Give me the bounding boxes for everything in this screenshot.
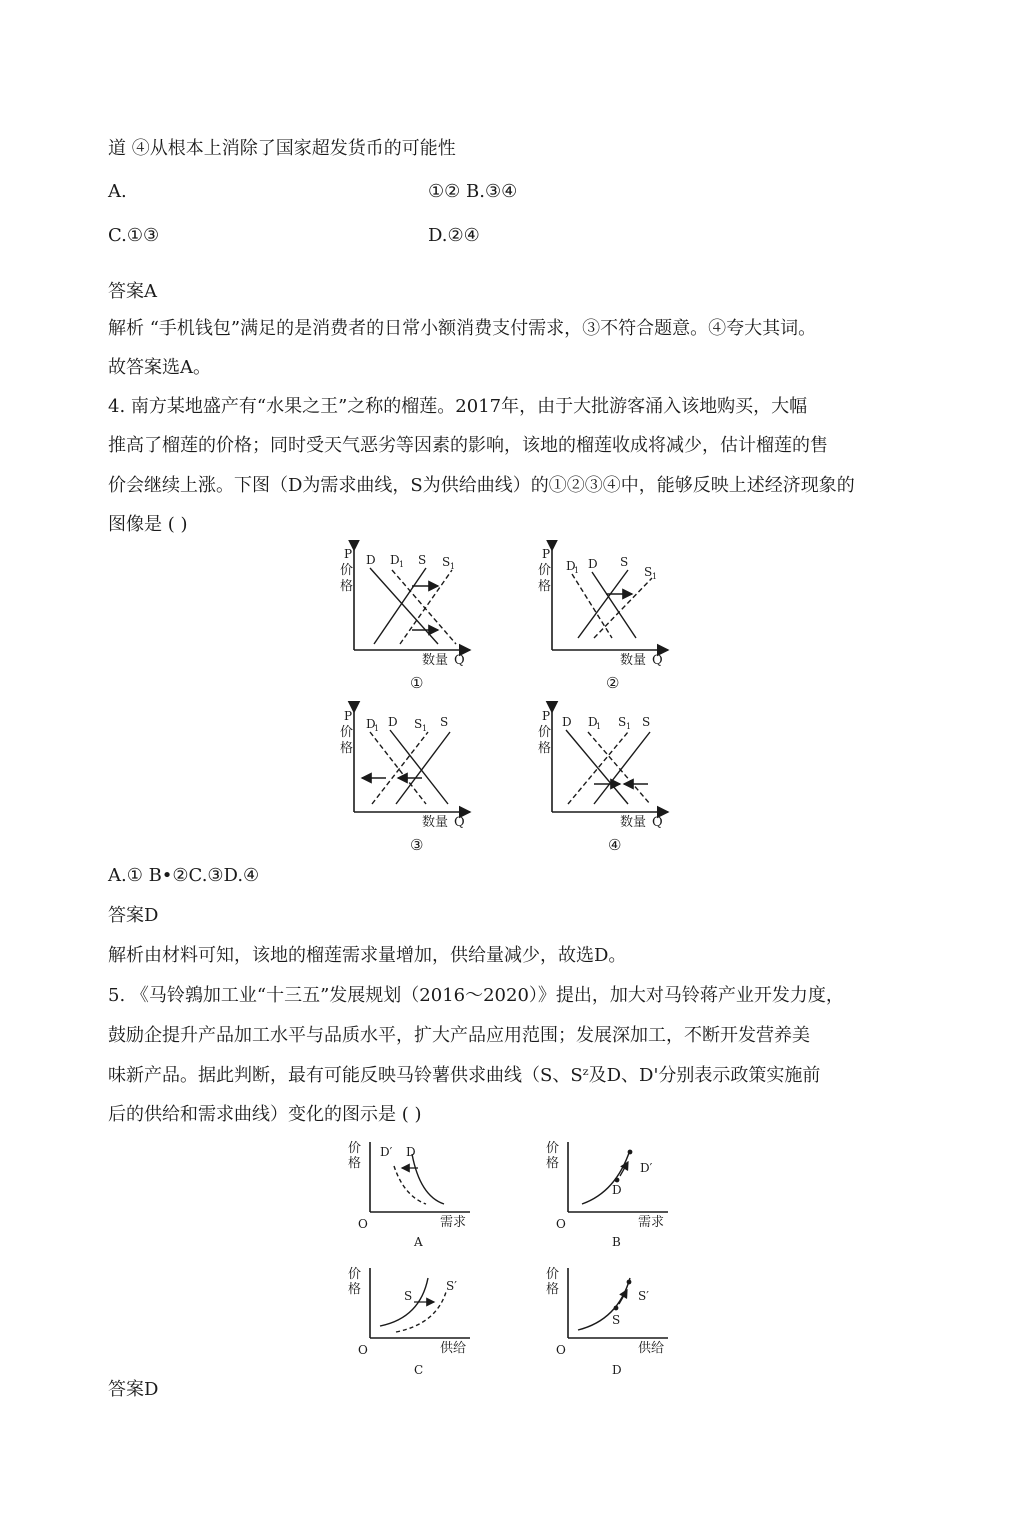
q5-d-price-1: 价 — [546, 1267, 560, 1282]
q4-g1-sub-s1: 1 — [450, 562, 456, 571]
q5-b-lbl-dp: D′ — [640, 1161, 653, 1175]
q5-a-d-curve — [412, 1154, 444, 1204]
q4-g1-d1-line — [392, 570, 456, 644]
q4-g2-qty: 数量 — [620, 653, 647, 668]
q5-graph-a — [348, 1141, 470, 1249]
q4-g4-sub-d1: 1 — [596, 722, 602, 731]
q4-g2-sub-s1: 1 — [652, 572, 658, 581]
q5-a-origin: O — [358, 1217, 368, 1231]
q5-a-lbl-dp: D′ — [380, 1145, 393, 1159]
q4-graph-4 — [538, 709, 668, 854]
q4-g1-sub-d1: 1 — [399, 560, 405, 569]
q4-g3-price-2: 格 — [340, 741, 354, 756]
q4-g3-d-line — [390, 730, 448, 804]
q4-caption-1: ① — [410, 674, 424, 692]
q4-g2-d1-line — [572, 574, 612, 638]
q5-caption-a: A — [414, 1235, 423, 1249]
q5-a-dp-curve — [394, 1166, 426, 1204]
q4-g4-d-line — [566, 730, 628, 804]
q5-caption-d: D — [612, 1363, 622, 1377]
q3-analysis-2: 故答案选A。 — [108, 357, 211, 378]
q5-stem-2: 鼓励企提升产品加工水平与品质水平，扩大产品应用范围；发展深加工，不断开发营养美 — [108, 1025, 810, 1046]
q4-g2-axis-p: P — [542, 547, 551, 561]
q4-figure — [330, 540, 680, 860]
q5-caption-b: B — [612, 1235, 621, 1249]
q5-c-lbl-sp: S′ — [446, 1279, 457, 1293]
q4-g3-price-1: 价 — [340, 725, 354, 740]
q4-answer: 答案D — [108, 905, 159, 926]
q5-graph-d — [546, 1267, 668, 1377]
q4-g4-sub-s1: 1 — [626, 722, 632, 731]
q4-caption-4: ④ — [608, 836, 622, 854]
q4-g3-qty: 数量 — [422, 815, 449, 830]
q4-g2-lbl-d1: D — [566, 559, 576, 573]
q4-g3-q: Q — [454, 815, 465, 830]
q4-g1-lbl-d: D — [366, 553, 376, 567]
q4-stem-4: 图像是 ( ) — [108, 514, 188, 535]
q5-stem-3: 味新产品。据此判断，最有可能反映马铃薯供求曲线（S、Sᶻ及D、D'分别表示政策实施前 — [108, 1065, 821, 1086]
q4-g2-lbl-s: S — [620, 555, 629, 569]
q4-g3-lbl-s1: S — [414, 717, 423, 731]
q4-g4-lbl-d1: D — [588, 715, 598, 729]
q5-b-demand: 需求 — [638, 1215, 665, 1230]
q4-g1-d-line — [370, 568, 438, 644]
q4-g1-q: Q — [454, 653, 465, 668]
q3-option-a: A. — [108, 181, 127, 202]
q4-g1-price-2: 格 — [340, 579, 354, 594]
q4-stem-2: 推高了榴莲的价格；同时受天气恶劣等因素的影响，该地的榴莲收成将减少，估计榴莲的售 — [108, 435, 828, 456]
q4-g4-price-1: 价 — [538, 725, 552, 740]
q4-g1-qty: 数量 — [422, 653, 449, 668]
q4-stem-3: 价会继续上涨。下图（D为需求曲线，S为供给曲线）的①②③④中，能够反映上述经济现象的 — [108, 475, 855, 496]
q5-d-lbl-sp: S′ — [638, 1289, 649, 1303]
q5-c-supply: 供给 — [440, 1341, 467, 1356]
q4-g1-price-1: 价 — [340, 563, 354, 578]
q5-b-price-1: 价 — [546, 1141, 560, 1156]
q3-analysis-1: 解析 “手机钱包”满足的是消费者的日常小额消费支付需求，③不符合题意。④夸大其词。 — [108, 318, 817, 339]
q4-g2-d-line — [592, 572, 636, 638]
q5-graph-c — [348, 1267, 470, 1377]
q5-answer: 答案D — [108, 1379, 159, 1400]
q4-graph-1 — [340, 547, 470, 692]
q5-a-demand: 需求 — [440, 1215, 467, 1230]
q5-b-origin: O — [556, 1217, 566, 1231]
q3-option-d: D.②④ — [428, 225, 480, 246]
q4-g2-s-line — [578, 570, 628, 638]
q4-g4-axis-p: P — [542, 709, 551, 723]
q4-caption-2: ② — [606, 674, 620, 692]
q4-g1-lbl-s1: S — [442, 555, 451, 569]
q5-d-supply: 供给 — [638, 1341, 665, 1356]
q4-g1-lbl-d1: D — [390, 553, 400, 567]
q3-stem-tail: 道 ④从根本上消除了国家超发货币的可能性 — [108, 138, 456, 159]
q4-g3-sub-s1: 1 — [422, 724, 428, 733]
q4-g3-d1-line — [370, 732, 426, 804]
q5-figure — [340, 1132, 690, 1377]
q4-analysis: 解析由材料可知，该地的榴莲需求量增加，供给量减少，故选D。 — [108, 945, 627, 966]
q4-caption-3: ③ — [410, 836, 424, 854]
q5-a-lbl-d: D — [406, 1145, 416, 1159]
q4-g4-q: Q — [652, 815, 663, 830]
q5-caption-c: C — [414, 1363, 424, 1377]
q4-g3-s-line — [396, 732, 450, 804]
q5-c-origin: O — [358, 1343, 368, 1357]
q4-g2-sub-d1: 1 — [574, 566, 580, 575]
q5-b-lbl-d: D — [612, 1183, 622, 1197]
q5-c-price-2: 格 — [348, 1282, 362, 1297]
q3-option-c: C.①③ — [108, 225, 160, 246]
q4-options: A.① B•②C.③D.④ — [108, 865, 260, 886]
q4-g2-q: Q — [652, 653, 663, 668]
q4-g3-lbl-s: S — [440, 715, 449, 729]
q5-stem-1: 5. 《马铃鶉加工业“十三五”发展规划（2016～2020）》提出，加大对马铃蒋产业开发力度， — [108, 985, 844, 1006]
q5-c-price-1: 价 — [348, 1267, 362, 1282]
q5-graph-b — [546, 1141, 668, 1249]
q4-graph-2 — [538, 547, 668, 692]
q5-d-lbl-s: S — [612, 1313, 621, 1327]
q4-g4-qty: 数量 — [620, 815, 647, 830]
q5-a-price-2: 格 — [348, 1156, 362, 1171]
q5-d-price-2: 格 — [546, 1282, 560, 1297]
q5-b-curve — [582, 1150, 630, 1204]
q4-graph-3 — [340, 709, 470, 854]
q4-g1-lbl-s: S — [418, 553, 427, 567]
q4-g3-sub-d1: 1 — [374, 724, 380, 733]
q5-d-origin: O — [556, 1343, 566, 1357]
q4-g1-axis-p: P — [344, 547, 353, 561]
q4-g3-lbl-d1: D — [366, 717, 376, 731]
q4-g2-lbl-d: D — [588, 557, 598, 571]
q4-g3-axis-p: P — [344, 709, 353, 723]
q5-a-price-1: 价 — [348, 1141, 362, 1156]
q4-g4-lbl-s: S — [642, 715, 651, 729]
q3-option-a-b: ①② B.③④ — [428, 181, 518, 202]
q4-g3-lbl-d: D — [388, 715, 398, 729]
q4-g1-s1-line — [400, 570, 452, 644]
q3-answer: 答案A — [108, 281, 157, 302]
q5-d-curve — [578, 1278, 630, 1330]
q5-stem-4: 后的供给和需求曲线）变化的图示是 ( ) — [108, 1104, 422, 1125]
q4-stem-1: 4. 南方某地盛产有“水果之王”之称的榴莲。2017年，由于大批游客涌入该地购买，大幅 — [108, 396, 808, 417]
q5-c-lbl-s: S — [404, 1289, 413, 1303]
q4-g2-price-1: 价 — [538, 563, 552, 578]
q4-g2-lbl-s1: S — [644, 565, 653, 579]
q5-b-price-2: 格 — [546, 1156, 560, 1171]
q4-g2-price-2: 格 — [538, 579, 552, 594]
q4-g4-lbl-s1: S — [618, 715, 627, 729]
q4-g4-price-2: 格 — [538, 741, 552, 756]
q4-g4-lbl-d: D — [562, 715, 572, 729]
